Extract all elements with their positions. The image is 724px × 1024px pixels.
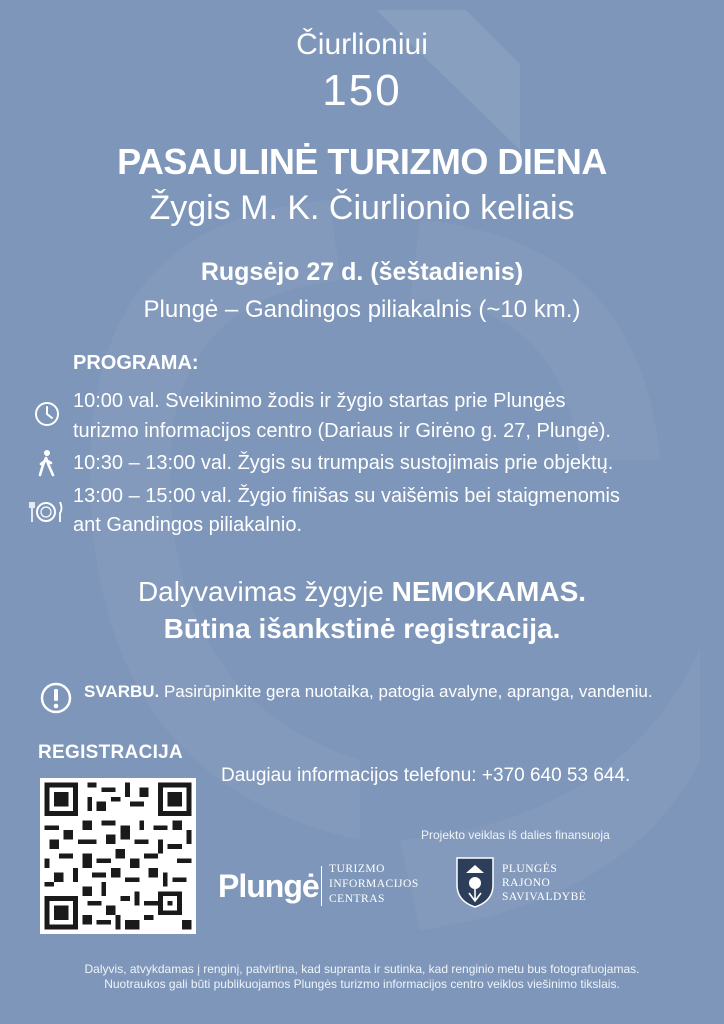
participation-free — [0, 575, 724, 609]
event-title: PASAULINĖ TURIZMO DIENA — [117, 141, 607, 182]
important-text: Pasirūpinkite gera nuotaika, patogia avalyne, apranga, vandeniu. — [159, 682, 653, 701]
municipality-line-3: SAVIVALDYBĖ — [502, 891, 587, 903]
event-subtitle: Žygis M. K. Čiurlionio keliais — [149, 189, 575, 227]
municipality-crest-icon — [454, 855, 496, 909]
event-date: Rugsėjo 27 d. (šeštadienis) — [200, 258, 524, 286]
program-line-4: 13:00 – 15:00 val. Žygio finišas su vaišėmis bei staigmenomis — [73, 485, 620, 507]
municipality-line-1: PLUNGĖS — [502, 863, 558, 875]
important-note — [84, 681, 684, 702]
municipality-line-2: RAJONO — [502, 877, 551, 889]
registration-required: Būtina išankstinė registracija. — [163, 613, 561, 644]
program-line-1: 10:00 val. Sveikinimo žodis ir žygio startas prie Plungės — [73, 390, 566, 412]
info-phone: Daugiau informacijos telefonu: +370 640 53 644. — [221, 765, 631, 786]
registration-qr-code[interactable] — [40, 778, 196, 934]
tic-line-2: INFORMACIJOS — [329, 878, 419, 890]
participation-prefix: Dalyvavimas žygyje — [137, 576, 392, 607]
exclamation-icon — [40, 682, 72, 714]
walking-person-icon — [36, 449, 56, 477]
tourism-center-logo-text — [329, 862, 419, 907]
disclaimer — [0, 962, 724, 992]
disclaimer-line-1: Dalyvis, atvykdamas į renginį, patvirtina, kad supranta ir sutinka, kad renginio metu bus fotografuojamas. — [84, 962, 640, 976]
logo-divider — [321, 866, 322, 906]
brand-number: 150 — [322, 66, 402, 115]
clock-icon — [34, 401, 60, 427]
plate-cutlery-icon — [28, 499, 64, 525]
disclaimer-line-2: Nuotraukos gali būti publikuojamos Plungės turizmo informacijos centro veiklos viešinimo tikslais. — [104, 977, 620, 991]
tic-line-1: TURIZMO — [329, 863, 385, 875]
brand-name: Čiurlioniui — [296, 28, 428, 61]
event-route: Plungė – Gandingos piliakalnis (~10 km.) — [143, 296, 581, 323]
registration-heading: REGISTRACIJA — [38, 742, 184, 763]
program-line-5: ant Gandingos piliakalnio. — [73, 514, 303, 536]
tic-line-3: CENTRAS — [329, 893, 385, 905]
funding-note: Projekto veiklas iš dalies finansuoja — [421, 828, 610, 842]
program-line-2: turizmo informacijos centro (Dariaus ir Girėno g. 27, Plungė). — [73, 420, 611, 442]
program-line-3: 10:30 – 13:00 val. Žygis su trumpais sustojimais prie objektų. — [73, 452, 614, 474]
important-label: SVARBU. — [84, 682, 160, 701]
participation-free-label: NEMOKAMAS. — [391, 576, 587, 607]
municipality-logo-text — [502, 862, 586, 904]
plunge-logo: Plungė — [218, 868, 319, 904]
program-heading: PROGRAMA: — [73, 352, 199, 374]
